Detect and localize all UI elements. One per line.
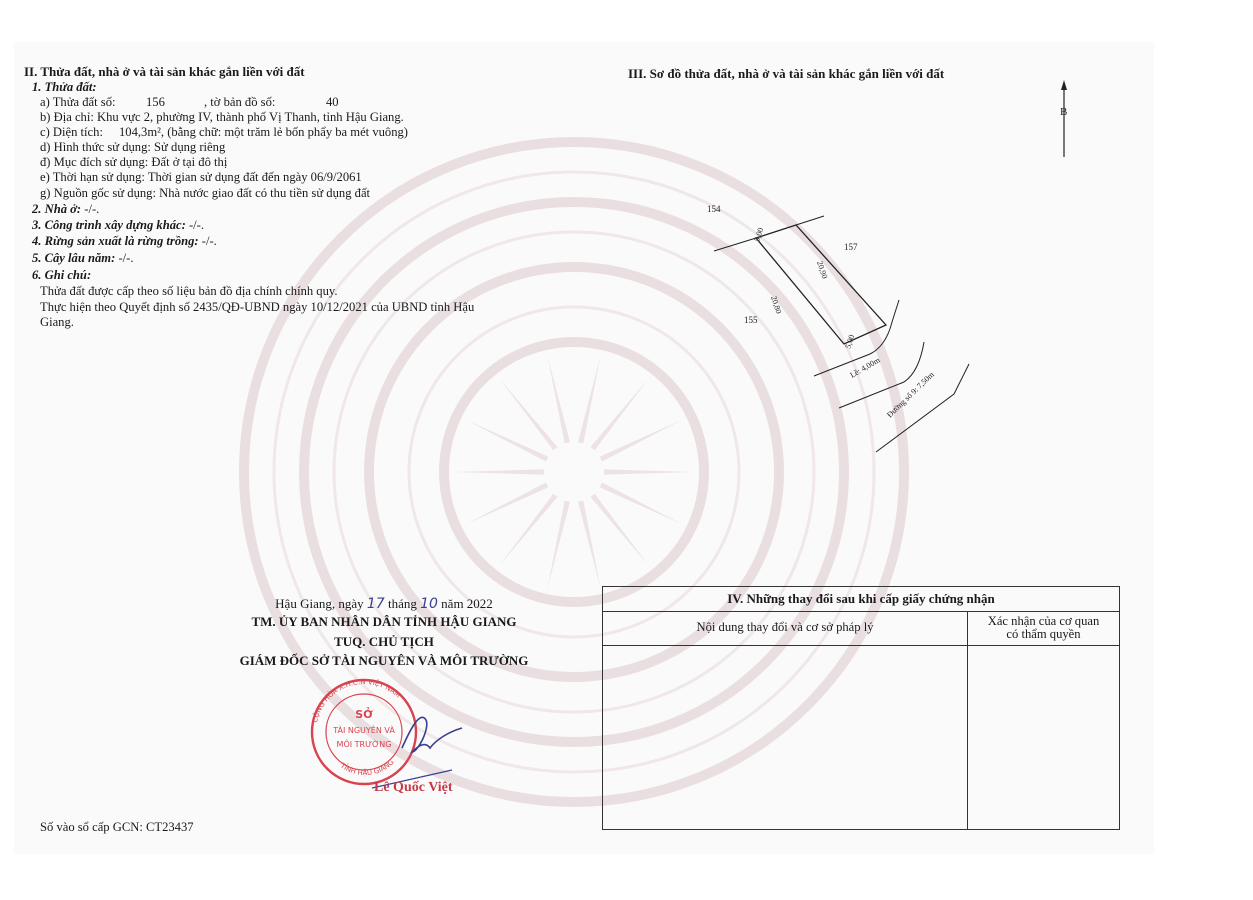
trees-value: -/-. <box>118 251 134 265</box>
confirmation-line-1: Xác nhận của cơ quan <box>987 614 1100 628</box>
note-line-1: Thửa đất được cấp theo số liệu bản đồ địa chính chính quy. <box>40 284 338 298</box>
column-header-changes: Nội dung thay đổi và cơ sở pháp lý <box>696 620 874 634</box>
land-heading: 1. Thửa đất: <box>32 80 97 94</box>
north-label: B <box>1060 106 1068 118</box>
construction-label: 3. Công trình xây dựng khác: <box>32 218 186 232</box>
forest-value: -/-. <box>201 234 217 248</box>
sidewalk-label: Lề: 4,00m <box>848 355 882 380</box>
house-label: 2. Nhà ở: <box>32 202 82 216</box>
note-line-2: Thực hiện theo Quyết định số 2435/QĐ-UBND ngày 10/12/2021 của UBND tỉnh Hậu <box>40 300 475 314</box>
column-header-confirmation <box>968 615 1119 641</box>
handwritten-signature <box>402 717 462 752</box>
map-sheet-label: , tờ bản đồ số: <box>204 95 276 109</box>
usage-term: e) Thời hạn sử dụng: Thời gian sử dụng đất đến ngày 06/9/2061 <box>40 170 362 184</box>
usage-purpose: đ) Mục đích sử dụng: Đất ở tại đô thị <box>40 155 228 169</box>
date-year: năm 2022 <box>441 596 493 611</box>
dim-right: 20,90 <box>815 259 830 280</box>
notes-label: 6. Ghi chú: <box>32 268 92 282</box>
section3-title: III. Sơ đồ thửa đất, nhà ở và tài sản khác gắn liền với đất <box>628 66 945 81</box>
dim-bottom: 5,00 <box>843 333 857 350</box>
usage-form: d) Hình thức sử dụng: Sử dụng riêng <box>40 140 226 154</box>
usage-origin: g) Nguồn gốc sử dụng: Nhà nước giao đất có thu tiền sử dụng đất <box>40 186 371 200</box>
parcel-number: 156 <box>146 95 165 109</box>
section4-title: IV. Những thay đổi sau khi cấp giấy chứng nhận <box>603 587 1119 612</box>
dim-top: 5,00 <box>752 226 766 243</box>
confirmation-line-2: có thẩm quyền <box>1006 627 1081 641</box>
map-sheet-number: 40 <box>326 95 339 109</box>
date-day: 17 <box>366 596 385 612</box>
parcel-boundary <box>756 225 886 344</box>
changes-table <box>602 586 1120 830</box>
address: b) Địa chỉ: Khu vực 2, phường IV, thành phố Vị Thanh, tỉnh Hậu Giang. <box>40 110 404 124</box>
registry-label: Số vào sổ cấp GCN: <box>40 820 143 834</box>
boundary-157 <box>796 216 824 225</box>
certificate-page <box>14 42 1154 854</box>
svg-text:TỈNH HẬU GIANG: TỈNH HẬU GIANG <box>338 758 396 778</box>
note-line-3: Giang. <box>40 315 74 329</box>
date-month-label: tháng <box>387 596 417 611</box>
area-label: c) Diện tích: <box>40 125 103 139</box>
date-place: Hậu Giang, ngày <box>275 596 364 611</box>
road-label: Đường số 9: 7,50m <box>885 369 936 420</box>
north-arrow-icon <box>1061 80 1067 157</box>
area-value: 104,3m², (bằng chữ: một trăm lẻ bốn phẩy ba mét vuông) <box>119 125 409 139</box>
registry-value: CT23437 <box>146 820 194 834</box>
date-month: 10 <box>420 596 438 612</box>
on-behalf: TUQ. CHỦ TỊCH <box>334 634 434 649</box>
dim-left: 20,80 <box>769 294 784 315</box>
table-column-divider <box>967 611 968 829</box>
table-header-divider <box>603 645 1119 646</box>
svg-text:TÀI NGUYÊN VÀ: TÀI NGUYÊN VÀ <box>333 726 395 735</box>
boundary-154 <box>714 238 756 251</box>
parcel-154-label: 154 <box>707 204 721 214</box>
house-value: -/-. <box>84 202 100 216</box>
forest-label: 4. Rừng sản xuất là rừng trồng: <box>32 234 199 248</box>
parcel-number-label: a) Thửa đất số: <box>40 95 116 109</box>
issuing-org: TM. ỦY BAN NHÂN DÂN TỈNH HẬU GIANG <box>251 614 517 629</box>
svg-text:SỞ: SỞ <box>355 708 373 721</box>
signer-name: Lê Quốc Việt <box>374 780 453 795</box>
registry-row <box>40 820 194 835</box>
signing-date <box>214 596 554 612</box>
section2-title: II. Thửa đất, nhà ở và tài sản khác gắn liền với đất <box>24 64 305 79</box>
signer-position: GIÁM ĐỐC SỞ TÀI NGUYÊN VÀ MÔI TRƯỜNG <box>239 653 529 668</box>
construction-value: -/-. <box>188 218 205 232</box>
parcel-157-label: 157 <box>844 242 858 252</box>
svg-text:MÔI TRƯỜNG: MÔI TRƯỜNG <box>336 740 392 749</box>
svg-text:CỘNG HÒA X.H.C.N VIỆT NAM: CỘNG HÒA X.H.C.N VIỆT NAM <box>310 677 403 724</box>
parcel-155-label: 155 <box>744 315 758 325</box>
trees-label: 5. Cây lâu năm: <box>32 251 116 265</box>
